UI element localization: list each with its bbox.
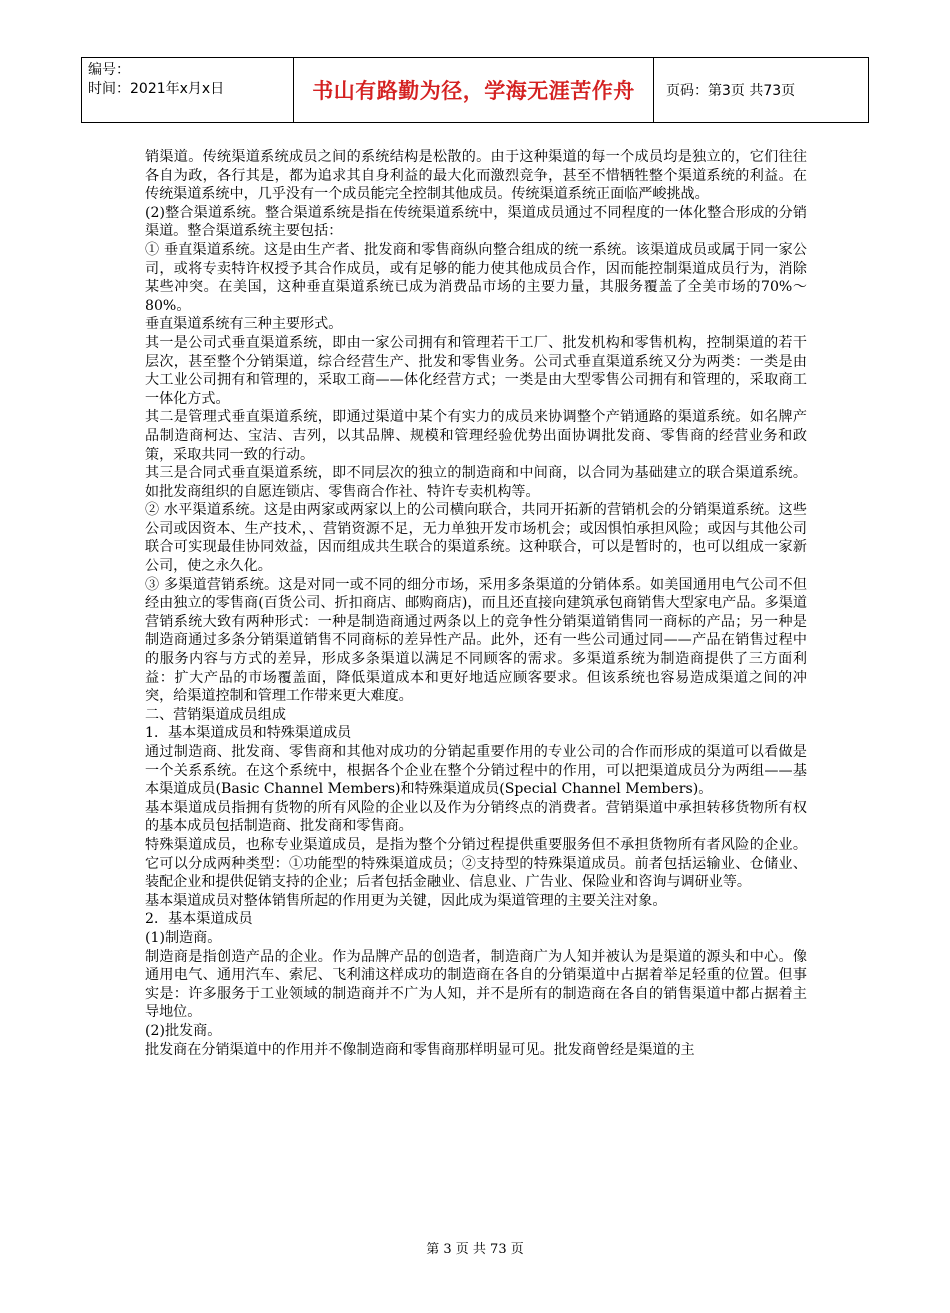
subsection-heading: 1．基本渠道成员和特殊渠道成员	[145, 725, 352, 742]
page-footer: 第 3 页 共 73 页	[426, 1242, 524, 1257]
paragraph: ② 水平渠道系统。这是由两家或两家以上的公司横向联合，共同开拓新的营销机会的分销渠道系统。这些公司或因资本、生产技术，、营销资源不足，无力单独开发市场机会；或因惧怕承担风险；或因与其他公司联合可实现最佳协同效益，因而组成共生联合的渠道系统。这种联合，可以是暂时的，也可以组成一家新公司，使之永久化。	[145, 502, 807, 575]
paragraph: 垂直渠道系统有三种主要形式。	[145, 316, 343, 333]
paragraph: 制造商是指创造产品的企业。作为品牌产品的创造者，制造商广为人知并被认为是渠道的源头和中心。像通用电气、通用汽车、索尼、飞利浦这样成功的制造商在各自的分销渠道中占据着举足轻重的位置。但事实是：许多服务于工业领域的制造商并不广为人知，并不是所有的制造商在各自的销售渠道中都占据着主导地位。	[145, 948, 807, 1021]
subsection-heading: 2．基本渠道成员	[145, 911, 253, 928]
page-label: 页码：第3页 共73页	[666, 83, 796, 99]
paragraph: (1)制造商。	[145, 929, 222, 946]
number-label: 编号：	[88, 62, 130, 78]
paragraph: 其一是公司式垂直渠道系统，即由一家公司拥有和管理若干工厂、批发机构和零售机构，控制渠道的若干层次，甚至整个分销渠道，综合经营生产、批发和零售业务。公司式垂直渠道系统又分为两类：一类是由大工业公司拥有和管理的，采取工商——体化经营方式；一类是由大型零售公司拥有和管理的，采取商工一体化方式。	[145, 334, 807, 407]
paragraph: ① 垂直渠道系统。这是由生产者、批发商和零售商纵向整合组成的统一系统。该渠道成员或属于同一家公司，或将专卖特许权授予其合作成员，或有足够的能力使其他成员合作，因而能控制渠道成员行为，消除某些冲突。在美国，这种垂直渠道系统已成为消费品市场的主要力量，其服务覆盖了全美市场的70%～80%。	[145, 241, 807, 314]
section-heading: 二、营销渠道成员组成	[145, 706, 286, 723]
header-info-cell	[82, 58, 294, 122]
paragraph: (2)批发商。	[145, 1022, 222, 1039]
time-label: 时间：2021年x月x日	[88, 81, 225, 97]
paragraph: 基本渠道成员指拥有货物的所有风险的企业以及作为分销终点的消费者。营销渠道中承担转移货物所有权的基本成员包括制造商、批发商和零售商。	[145, 799, 807, 835]
document-body	[145, 148, 807, 1059]
paragraph: (2)整合渠道系统。整合渠道系统是指在传统渠道系统中，渠道成员通过不同程度的一体化整合形成的分销渠道。整合渠道系统主要包括：	[145, 204, 807, 240]
motto: 书山有路勤为径，学海无涯苦作舟	[294, 58, 654, 122]
paragraph: 销渠道。传统渠道系统成员之间的系统结构是松散的。由于这种渠道的每一个成员均是独立的，它们往往各自为政，各行其是，都为追求其自身利益的最大化而激烈竞争，甚至不惜牺牲整个渠道系统的利益。在传统渠道系统中，几乎没有一个成员能完全控制其他成员。传统渠道系统正面临严峻挑战。	[145, 149, 807, 203]
paragraph: ③ 多渠道营销系统。这是对同一或不同的细分市场，采用多条渠道的分销体系。如美国通用电气公司不但经由独立的零售商(百货公司、折扣商店、邮购商店)，而且还直接向建筑承包商销售大型家电产品。多渠道营销系统大致有两种形式：一种是制造商通过两条以上的竞争性分销渠道销售同一商标的产品；另一种是制造商通过多条分销渠道销售不同商标的差异性产品。此外，还有一些公司通过同——产品在销售过程中的服务内容与方式的差异，形成多条渠道以满足不同顾客的需求。多渠道系统为制造商提供了三方面利益：扩大产品的市场覆盖面，降低渠道成本和更好地适应顾客要求。但该系统也容易造成渠道之间的冲突，给渠道控制和管理工作带来更大难度。	[145, 576, 807, 705]
paragraph: 其三是合同式垂直渠道系统，即不同层次的独立的制造商和中间商，以合同为基础建立的联合渠道系统。如批发商组织的自愿连锁店、零售商合作社、特许专卖机构等。	[145, 465, 807, 500]
paragraph: 批发商在分销渠道中的作用并不像制造商和零售商那样明显可见。批发商曾经是渠道的主	[145, 1041, 695, 1058]
paragraph: 通过制造商、批发商、零售商和其他对成功的分销起重要作用的专业公司的合作而形成的渠道可以看做是一个关系系统。在这个系统中，根据各个企业在整个分销过程中的作用，可以把渠道成员分为两组——基本渠道成员(Basic Channel Members)和特殊渠道成员(Special Channel Members)。	[145, 744, 807, 798]
paragraph: 基本渠道成员对整体销售所起的作用更为关键，因此成为渠道管理的主要关注对象。	[145, 892, 667, 909]
header-table	[81, 57, 869, 123]
paragraph: 其二是管理式垂直渠道系统，即通过渠道中某个有实力的成员来协调整个产销通路的渠道系统。如名牌产品制造商柯达、宝洁、吉列，以其品牌、规模和管理经验优势出面协调批发商、零售商的经营业务和政策，采取共同一致的行动。	[145, 409, 807, 463]
paragraph: 特殊渠道成员，也称专业渠道成员，是指为整个分销过程提供重要服务但不承担货物所有者风险的企业。它可以分成两种类型：①功能型的特殊渠道成员；②支持型的特殊渠道成员。前者包括运输业、仓储业、装配企业和提供促销支持的企业；后者包括金融业、信息业、广告业、保险业和咨询与调研业等。	[145, 836, 807, 891]
